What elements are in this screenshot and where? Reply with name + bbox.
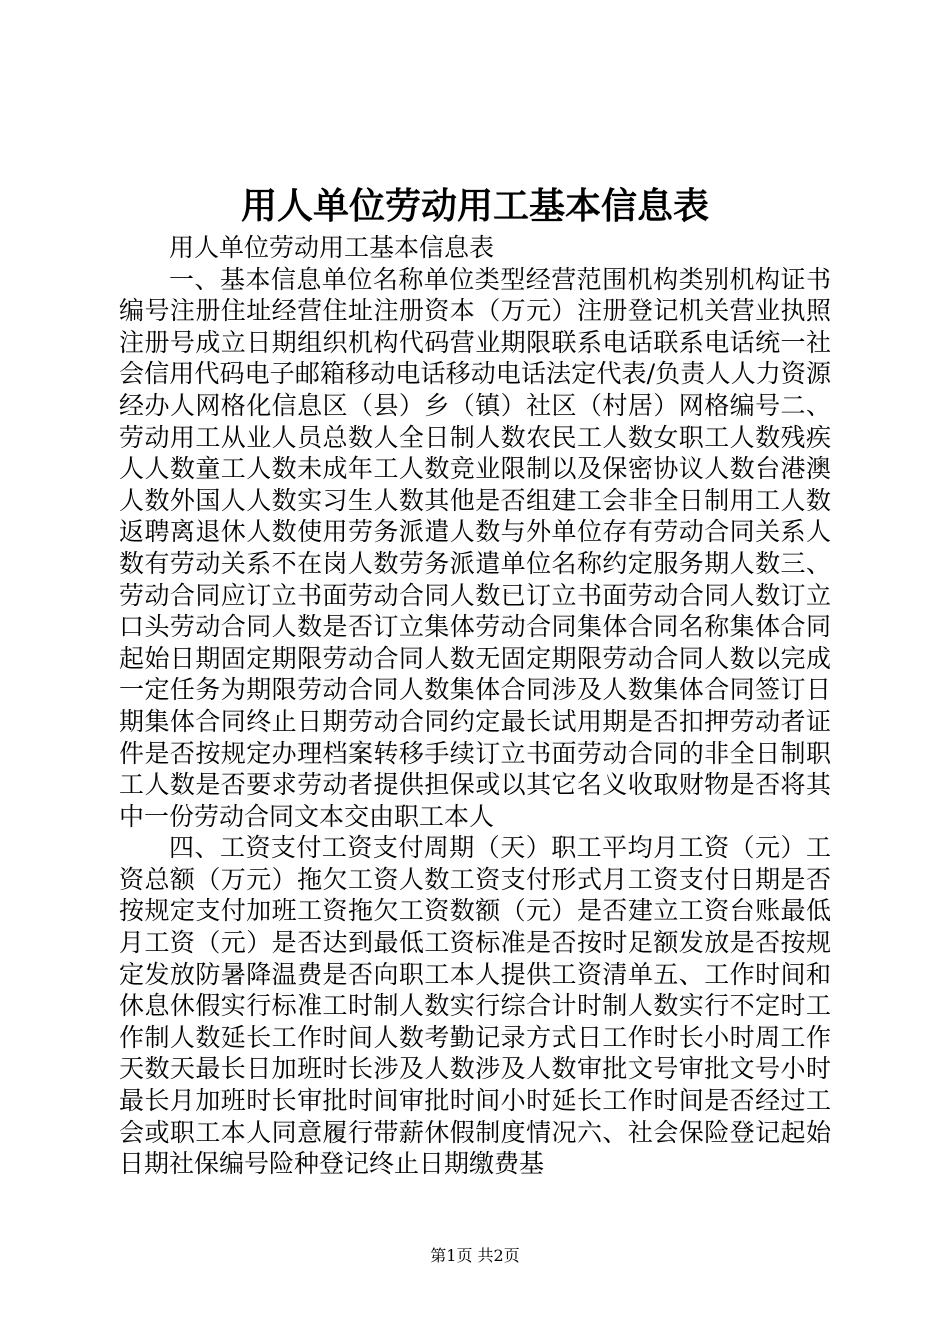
page-number-footer: 第1页 共2页 xyxy=(430,1246,520,1265)
paragraph-sections-1-3: 一、基本信息单位名称单位类型经营范围机构类别机构证书编号注册住址经营住址注册资本（万元）注册登记机关营业执照注册号成立日期组织机构代码营业期限联系电话联系电话统一社会信用代码电子邮箱移动电话移动电话法定代表/负责人人力资源经办人网格化信息区（县）乡（镇）社区（村居）网格编号二、劳动用工从业人员总数人全日制人数农民工人数女职工人数残疾人人数童工人数未成年工人数竞业限制以及保密协议人数台港澳人数外国人人数实习生人数其他是否组建工会非全日制用工人数返聘离退休人数使用劳务派遣人数与外单位存有劳动合同关系人数有劳动关系不在岗人数劳务派遣单位名称约定服务期人数三、劳动合同应订立书面劳动合同人数已订立书面劳动合同人数订立口头劳动合同人数是否订立集体劳动合同集体合同名称集体合同起始日期固定期限劳动合同人数无固定期限劳动合同人数以完成一定任务为期限劳动合同人数集体合同涉及人数集体合同签订日期集体合同终止日期劳动合同约定最长试用期是否扣押劳动者证件是否按规定办理档案转移手续订立书面劳动合同的非全日制职工人数是否要求劳动者提供担保或以其它名义收取财物是否将其中一份劳动合同文本交由职工本人 xyxy=(119,264,831,831)
document-title: 用人单位劳动用工基本信息表 xyxy=(240,185,709,227)
paragraph-sections-4-6: 四、工资支付工资支付周期（天）职工平均月工资（元）工资总额（万元）拖欠工资人数工资支付形式月工资支付日期是否按规定支付加班工资拖欠工资数额（元）是否建立工资台账最低月工资（元）是否达到最低工资标准是否按时足额发放是否按规定发放防暑降温费是否向职工本人提供工资清单五、工作时间和休息休假实行标准工时制人数实行综合计时制人数实行不定时工作制人数延长工作时间人数考勤记录方式日工作时长小时周工作天数天最长日加班时长涉及人数涉及人数审批文号审批文号小时最长月加班时长审批时间审批时间小时延长工作时间是否经过工会或职工本人同意履行带薪休假制度情况六、社会保险登记起始日期社保编号险种登记终止日期缴费基 xyxy=(119,833,831,1179)
document-body xyxy=(119,232,831,1180)
paragraph-subtitle: 用人单位劳动用工基本信息表 xyxy=(169,233,495,262)
